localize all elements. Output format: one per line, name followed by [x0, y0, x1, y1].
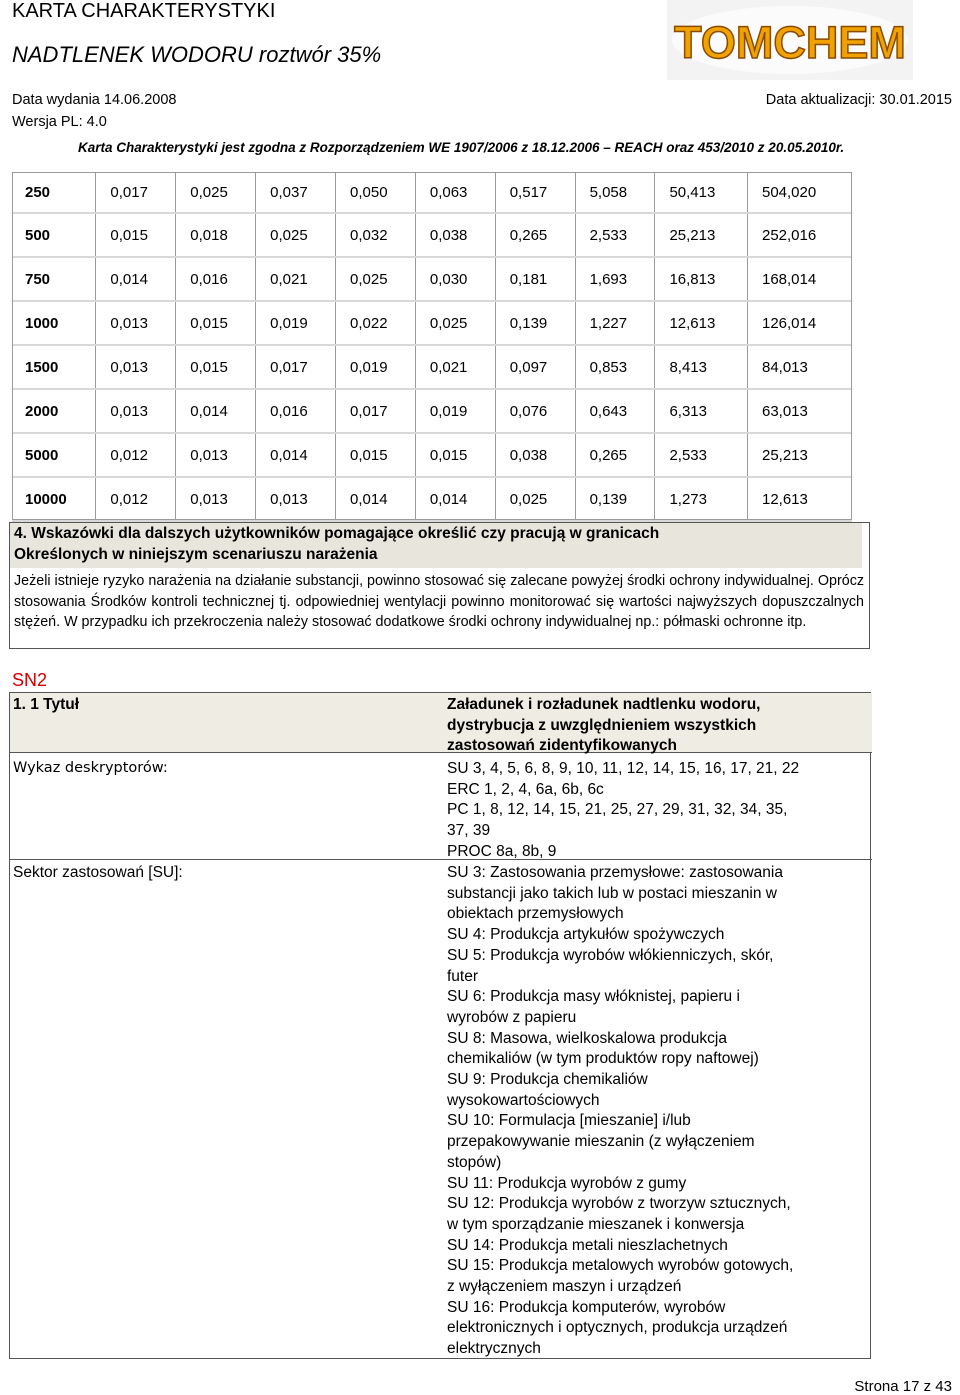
table-cell: 5,058	[575, 172, 655, 213]
text-line: substancji jako takich lub w postaci mieszanin w	[447, 884, 777, 902]
table-cell: 12,613	[747, 477, 852, 521]
table-cell: 0,025	[176, 172, 256, 213]
table-cell: 0,139	[575, 477, 655, 521]
row-key-cell: 250	[12, 172, 96, 213]
title-value	[447, 695, 867, 757]
table-cell: 0,097	[495, 345, 575, 389]
table-cell: 1,273	[655, 477, 748, 521]
table-cell: 0,015	[176, 345, 256, 389]
table-cell: 0,014	[96, 257, 176, 301]
table-cell: 0,025	[495, 477, 575, 521]
table-cell: 1,693	[575, 257, 655, 301]
descriptors-value	[447, 759, 867, 863]
logo-text: TOMCHEM	[674, 17, 906, 68]
table-cell: 0,018	[176, 213, 256, 257]
table-cell: 252,016	[747, 213, 852, 257]
update-date: Data aktualizacji: 30.01.2015	[765, 92, 952, 108]
text-line: SU 5: Produkcja wyrobów włókienniczych, skór,	[447, 946, 774, 964]
table-row	[12, 213, 852, 257]
text-line: SU 8: Masowa, wielkoskalowa produkcja	[447, 1029, 727, 1047]
table-row	[12, 257, 852, 301]
text-line: chemikaliów (w tym produktów ropy naftowej)	[447, 1050, 759, 1068]
text-line: elektrycznych	[447, 1340, 541, 1358]
table-cell: 168,014	[747, 257, 852, 301]
table-cell: 0,050	[336, 172, 416, 213]
table-cell: 0,019	[336, 345, 416, 389]
text-line: futer	[447, 967, 479, 985]
section-4-heading: 4. Wskazówki dla dalszych użytkowników pomagające określić czy pracują w granicach	[14, 525, 660, 542]
table-cell: 16,813	[655, 257, 748, 301]
regulation-note: Karta Charakterystyki jest zgodna z Rozporządzeniem WE 1907/2006 z 18.12.2006 – REACH oraz 453/2010 z 20.05.2010r.	[78, 140, 845, 155]
table-cell: 0,014	[336, 477, 416, 521]
text-line: dystrybucja z uwzględnieniem wszystkich	[447, 716, 757, 734]
text-line: SU 9: Produkcja chemikaliów	[447, 1071, 648, 1089]
text-line: zastosowań zidentyfikowanych	[447, 737, 677, 755]
text-line: wyrobów z papieru	[447, 1008, 577, 1026]
table-cell: 0,015	[176, 301, 256, 345]
table-cell: 25,213	[655, 213, 748, 257]
text-line: stopów)	[447, 1153, 502, 1171]
table-cell: 0,038	[495, 433, 575, 477]
text-line: SU 12: Produkcja wyrobów z tworzyw sztucznych,	[447, 1195, 791, 1213]
row-key-cell: 1000	[12, 301, 96, 345]
table-cell: 0,021	[415, 345, 495, 389]
text-line: SU 10: Formulacja [mieszanie] i/lub	[447, 1112, 691, 1130]
issue-date: Data wydania 14.06.2008	[12, 92, 177, 108]
text-line: SU 11: Produkcja wyrobów z gumy	[447, 1174, 687, 1192]
text-line: SU 15: Produkcja metalowych wyrobów gotowych,	[447, 1257, 794, 1275]
section-4-heading-cont: Określonych w niniejszym scenariuszu narażenia	[14, 546, 378, 563]
scenario-label: SN2	[12, 670, 48, 690]
table-row	[12, 172, 852, 213]
table-cell: 0,022	[336, 301, 416, 345]
table-row	[12, 345, 852, 389]
text-line: ERC 1, 2, 4, 6a, 6b, 6c	[447, 780, 604, 798]
product-name-title: NADTLENEK WODORU roztwór 35%	[12, 42, 382, 67]
row-key-cell: 750	[12, 257, 96, 301]
text-line: SU 3: Zastosowania przemysłowe: zastosowania	[447, 864, 783, 881]
page-number: Strona 17 z 43	[854, 1378, 952, 1395]
text-line: PROC 8a, 8b, 9	[447, 842, 557, 860]
table-cell: 0,025	[415, 301, 495, 345]
table-cell: 0,013	[176, 433, 256, 477]
table-row	[12, 433, 852, 477]
table-cell: 504,020	[747, 172, 852, 213]
sector-value	[447, 863, 867, 1360]
table-cell: 0,012	[96, 477, 176, 521]
text-line: z wyłączeniem maszyn i urządzeń	[447, 1278, 682, 1296]
text-line: elektronicznych i optycznych, produkcja urządzeń	[447, 1319, 788, 1337]
table-cell: 0,019	[256, 301, 336, 345]
table-cell: 126,014	[747, 301, 852, 345]
table-row	[12, 301, 852, 345]
table-cell: 0,013	[96, 389, 176, 433]
table-cell: 0,021	[256, 257, 336, 301]
table-cell: 0,030	[415, 257, 495, 301]
section-4-box	[9, 522, 870, 649]
title-label: 1. 1 Tytuł	[13, 696, 80, 713]
table-row	[12, 477, 852, 521]
table-cell: 0,265	[575, 433, 655, 477]
table-cell: 0,038	[415, 213, 495, 257]
table-cell: 0,037	[256, 172, 336, 213]
table-cell: 0,076	[495, 389, 575, 433]
table-cell: 0,016	[256, 389, 336, 433]
sector-label: Sektor zastosowań [SU]:	[13, 864, 183, 881]
table-cell: 25,213	[747, 433, 852, 477]
document-type-title: KARTA CHARAKTERYSTYKI	[12, 0, 276, 22]
table-cell: 0,853	[575, 345, 655, 389]
table-cell: 0,019	[415, 389, 495, 433]
table-cell: 0,012	[96, 433, 176, 477]
table-cell: 0,013	[256, 477, 336, 521]
table-row	[12, 389, 852, 433]
text-line: przepakowywanie mieszanin (z wyłączeniem	[447, 1133, 755, 1151]
table-cell: 0,139	[495, 301, 575, 345]
table-cell: 0,643	[575, 389, 655, 433]
table-cell: 0,265	[495, 213, 575, 257]
table-cell: 0,013	[96, 345, 176, 389]
table-cell: 6,313	[655, 389, 748, 433]
text-line: wysokowartościowych	[447, 1091, 600, 1109]
table-cell: 0,015	[415, 433, 495, 477]
text-line: SU 4: Produkcja artykułów spożywczych	[447, 926, 725, 944]
table-cell: 0,013	[176, 477, 256, 521]
text-line: SU 16: Produkcja komputerów, wyrobów	[447, 1298, 726, 1316]
table-cell: 0,517	[495, 172, 575, 213]
table-cell: 8,413	[655, 345, 748, 389]
table-cell: 0,025	[256, 213, 336, 257]
table-cell: 0,014	[176, 389, 256, 433]
section-4-body: Jeżeli istnieje ryzyko narażenia na działanie substancji, powinno stosować się zalecane powyżej środki ochrony indywidualnej. Oprócz stosowania Środków kontroli technicznej tj. odpowiedniej wentylacji powinno monitorować się wartości najwyższych dopuszczalnych stężeń. W przypadku ich przekroczenia należy stosować dodatkowe środki ochrony indywidualnej np.: półmaski ochronne itp.	[14, 573, 864, 630]
row-key-cell: 5000	[12, 433, 96, 477]
table-cell: 0,063	[415, 172, 495, 213]
text-line: SU 3, 4, 5, 6, 8, 9, 10, 11, 12, 14, 15, 16, 17, 21, 22	[447, 760, 800, 777]
concentration-table	[12, 172, 852, 522]
row-key-cell: 10000	[12, 477, 96, 521]
table-cell: 2,533	[575, 213, 655, 257]
table-cell: 1,227	[575, 301, 655, 345]
version: Wersja PL: 4.0	[12, 114, 107, 130]
table-cell: 0,181	[495, 257, 575, 301]
text-line: PC 1, 8, 12, 14, 15, 21, 25, 27, 29, 31, 32, 34, 35,	[447, 801, 788, 819]
table-cell: 0,015	[336, 433, 416, 477]
table-cell: 0,032	[336, 213, 416, 257]
table-cell: 0,025	[336, 257, 416, 301]
text-line: SU 14: Produkcja metali nieszlachetnych	[447, 1236, 728, 1254]
scenario-table	[9, 692, 871, 1359]
text-line: 37, 39	[447, 822, 491, 840]
row-key-cell: 500	[12, 213, 96, 257]
table-cell: 0,017	[336, 389, 416, 433]
table-cell: 12,613	[655, 301, 748, 345]
row-key-cell: 2000	[12, 389, 96, 433]
descriptors-label: Wykaz deskryptorów:	[13, 760, 168, 776]
table-cell: 63,013	[747, 389, 852, 433]
table-cell: 0,017	[256, 345, 336, 389]
table-cell: 0,014	[256, 433, 336, 477]
table-cell: 0,016	[176, 257, 256, 301]
text-line: obiektach przemysłowych	[447, 905, 624, 923]
table-cell: 0,017	[96, 172, 176, 213]
table-cell: 50,413	[655, 172, 748, 213]
table-cell: 0,013	[96, 301, 176, 345]
table-cell: 84,013	[747, 345, 852, 389]
table-cell: 0,015	[96, 213, 176, 257]
text-line: SU 6: Produkcja masy włóknistej, papieru i	[447, 988, 740, 1006]
text-line: Załadunek i rozładunek nadtlenku wodoru,	[447, 696, 761, 713]
text-line: w tym sporządzanie mieszanek i konwersja	[447, 1215, 745, 1233]
row-key-cell: 1500	[12, 345, 96, 389]
table-cell: 0,014	[415, 477, 495, 521]
table-cell: 2,533	[655, 433, 748, 477]
tomchem-logo	[667, 0, 913, 80]
